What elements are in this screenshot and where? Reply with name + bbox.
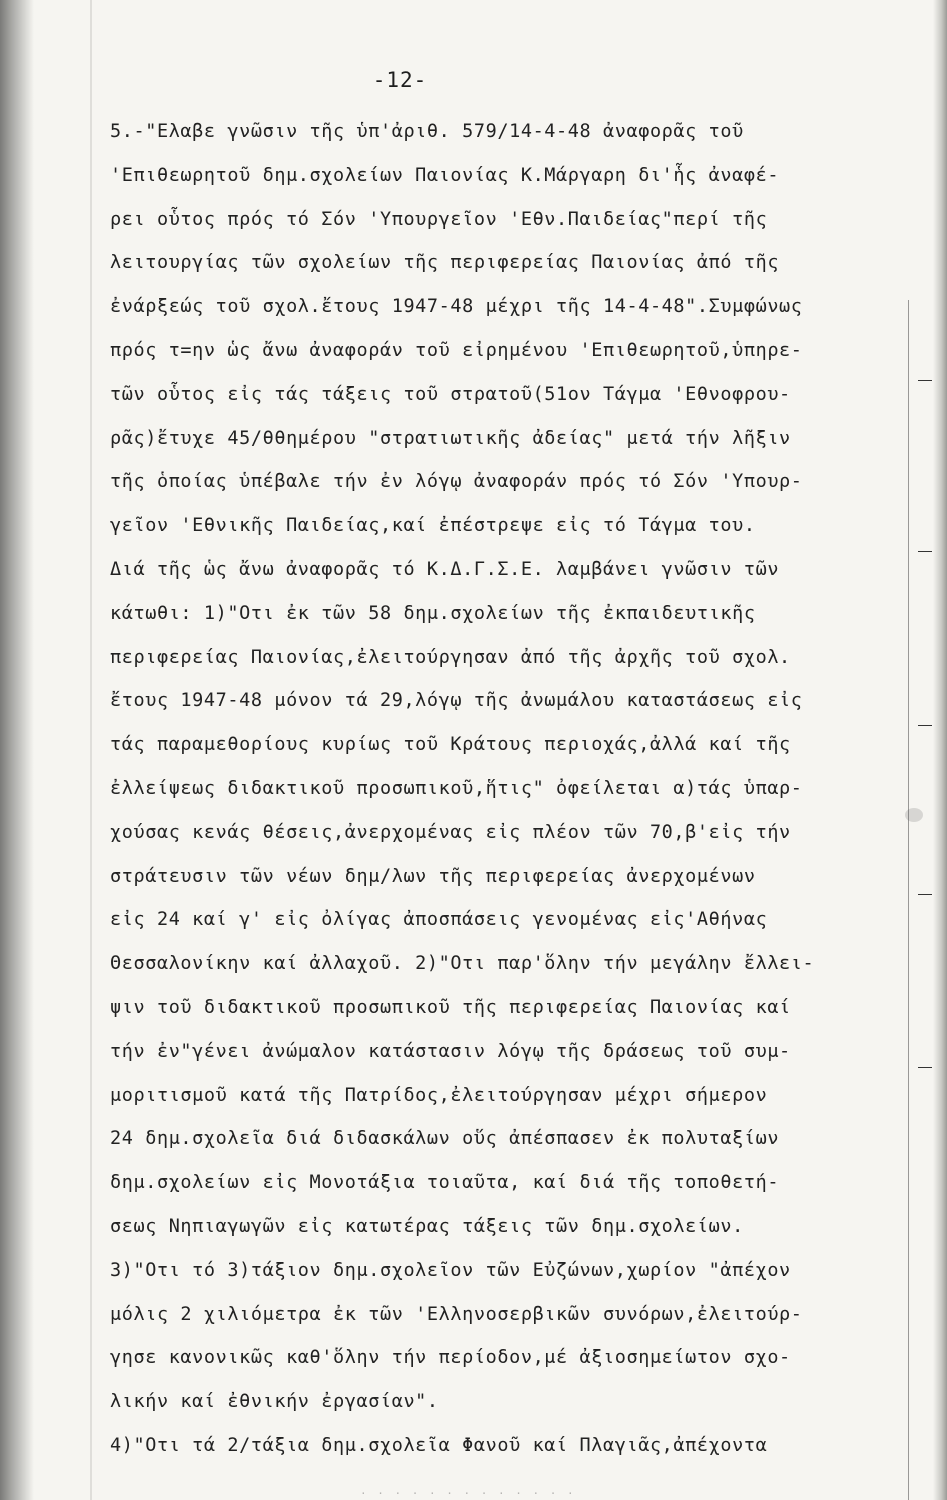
binding-fold bbox=[90, 0, 92, 1500]
text-line: δημ.σχολείων εἰς Μονοτάξια τοιαῦτα, καί διά τῆς τοποθετή- bbox=[110, 1172, 780, 1194]
text-line: 'Επιθεωρητοῦ δημ.σχολείων Παιονίας Κ.Μάργαρη δι'ἧς ἀναφέ- bbox=[110, 164, 780, 186]
text-line: σεως Νηπιαγωγῶν εἰς κατωτέρας τάξεις τῶν δημ.σχολείων. bbox=[110, 1215, 744, 1237]
text-line: χούσας κενάς θέσεις,ἀνερχομένας εἰς πλέον τῶν 70,β'εἰς τήν bbox=[110, 821, 791, 843]
text-line: 4)"Οτι τά 2/τάξια δημ.σχολεῖα Φανοῦ καί Πλαγιᾶς,ἀπέχοντα bbox=[110, 1434, 768, 1456]
text-line: κάτωθι: 1)"Οτι ἐκ τῶν 58 δημ.σχολείων τῆς ἐκπαιδευτικῆς bbox=[110, 602, 756, 624]
text-line: λειτουργίας τῶν σχολείων τῆς περιφερείας Παιονίας ἀπό τῆς bbox=[110, 252, 780, 274]
text-line: ψιν τοῦ διδακτικοῦ προσωπικοῦ τῆς περιφερείας Παιονίας καί bbox=[110, 996, 791, 1018]
text-line: λικήν καί ἐθνικήν ἐργασίαν". bbox=[110, 1391, 439, 1413]
text-line: μόλις 2 χιλιόμετρα ἐκ τῶν 'Ελληνοσερβικῶν συνόρων,ἐλειτούρ- bbox=[110, 1303, 803, 1325]
page-edge-shadow bbox=[933, 0, 947, 1500]
text-line: περιφερείας Παιονίας,ἐλειτούργησαν ἀπό τῆς ἀρχῆς τοῦ σχολ. bbox=[110, 646, 791, 668]
bleed-through-text: · · · · · · · · · · · · · bbox=[360, 1487, 576, 1500]
text-line: τήν ἐν"γένει ἀνώμαλον κατάστασιν λόγῳ τῆς δράσεως τοῦ συμ- bbox=[110, 1040, 791, 1062]
text-line: Διά τῆς ὡς ἄνω ἀναφορᾶς τό Κ.Δ.Γ.Σ.Ε. λαμβάνει γνῶσιν τῶν bbox=[110, 558, 780, 580]
text-line: στράτευσιν τῶν νέων δημ/λων τῆς περιφερείας ἀνερχομένων bbox=[110, 865, 756, 887]
text-line: 3)"Οτι τό 3)τάξιον δημ.σχολεῖον τῶν Εὐζώνων,χωρίον "ἀπέχον bbox=[110, 1259, 791, 1281]
text-line: 24 δημ.σχολεῖα διά διδασκάλων οὕς ἀπέσπασεν ἐκ πολυταξίων bbox=[110, 1128, 780, 1150]
text-line: εἰς 24 καί γ' εἰς ὀλίγας ἀποσπάσεις γενομένας εἰς'Αθήνας bbox=[110, 909, 768, 931]
margin-tick bbox=[918, 725, 932, 726]
margin-tick bbox=[918, 894, 932, 895]
text-line: ἐλλείψεως διδακτικοῦ προσωπικοῦ,ἥτις" ὀφείλεται α)τάς ὑπαρ- bbox=[110, 777, 803, 799]
text-line: ἔτους 1947-48 μόνον τά 29,λόγῳ τῆς ἀνωμάλου καταστάσεως εἰς bbox=[110, 690, 803, 712]
text-line: 5.-"Ελαβε γνῶσιν τῆς ὑπ'ἀριθ. 579/14-4-48 ἀναφορᾶς τοῦ bbox=[110, 121, 744, 142]
ink-smudge bbox=[905, 808, 923, 822]
margin-tick bbox=[918, 551, 932, 552]
text-line: γησε κανονικῶς καθ'ὅλην τήν περίοδον,μέ ἀξιοσημείωτον σχο- bbox=[110, 1347, 791, 1369]
margin-tick bbox=[918, 380, 932, 381]
binding-shadow bbox=[0, 0, 34, 1500]
text-line: γεῖον 'Εθνικῆς Παιδείας,καί ἐπέστρεψε εἰς τό Τάγμα του. bbox=[110, 515, 756, 537]
text-line: τῶν οὗτος εἰς τάς τάξεις τοῦ στρατοῦ(51ον Τάγμα 'Εθνοφρου- bbox=[110, 383, 791, 405]
margin-rule bbox=[908, 300, 909, 1500]
text-line: τῆς ὁποίας ὑπέβαλε τήν ἐν λόγῳ ἀναφοράν πρός τό Σόν 'Υπουρ- bbox=[110, 471, 803, 493]
margin-tick bbox=[918, 1067, 932, 1068]
text-line: πρός τ=ην ὡς ἄνω ἀναφοράν τοῦ εἰρημένου 'Επιθεωρητοῦ,ὑπηρε- bbox=[110, 339, 803, 361]
text-line: ἐνάρξεώς τοῦ σχολ.ἔτους 1947-48 μέχρι τῆς 14-4-48".Συμφώνως bbox=[110, 296, 803, 318]
text-line: Θεσσαλονίκην καί ἀλλαχοῦ. 2)"Οτι παρ'ὅλην τήν μεγάλην ἔλλει- bbox=[110, 953, 815, 975]
page-number: -12- bbox=[372, 68, 428, 92]
text-line: μοριτισμοῦ κατά τῆς Πατρίδος,ἐλειτούργησαν μέχρι σήμερον bbox=[110, 1084, 768, 1106]
text-line: ρᾶς)ἔτυχε 45/θθημέρου "στρατιωτικῆς ἀδείας" μετά τήν λῆξιν bbox=[110, 427, 791, 449]
typed-text-body bbox=[110, 110, 900, 1468]
text-line: τάς παραμεθορίους κυρίως τοῦ Κράτους περιοχάς,ἀλλά καί τῆς bbox=[110, 734, 791, 756]
text-line: ρει οὗτος πρός τό Σόν 'Υπουργεῖον 'Εθν.Παιδείας"περί τῆς bbox=[110, 208, 768, 230]
